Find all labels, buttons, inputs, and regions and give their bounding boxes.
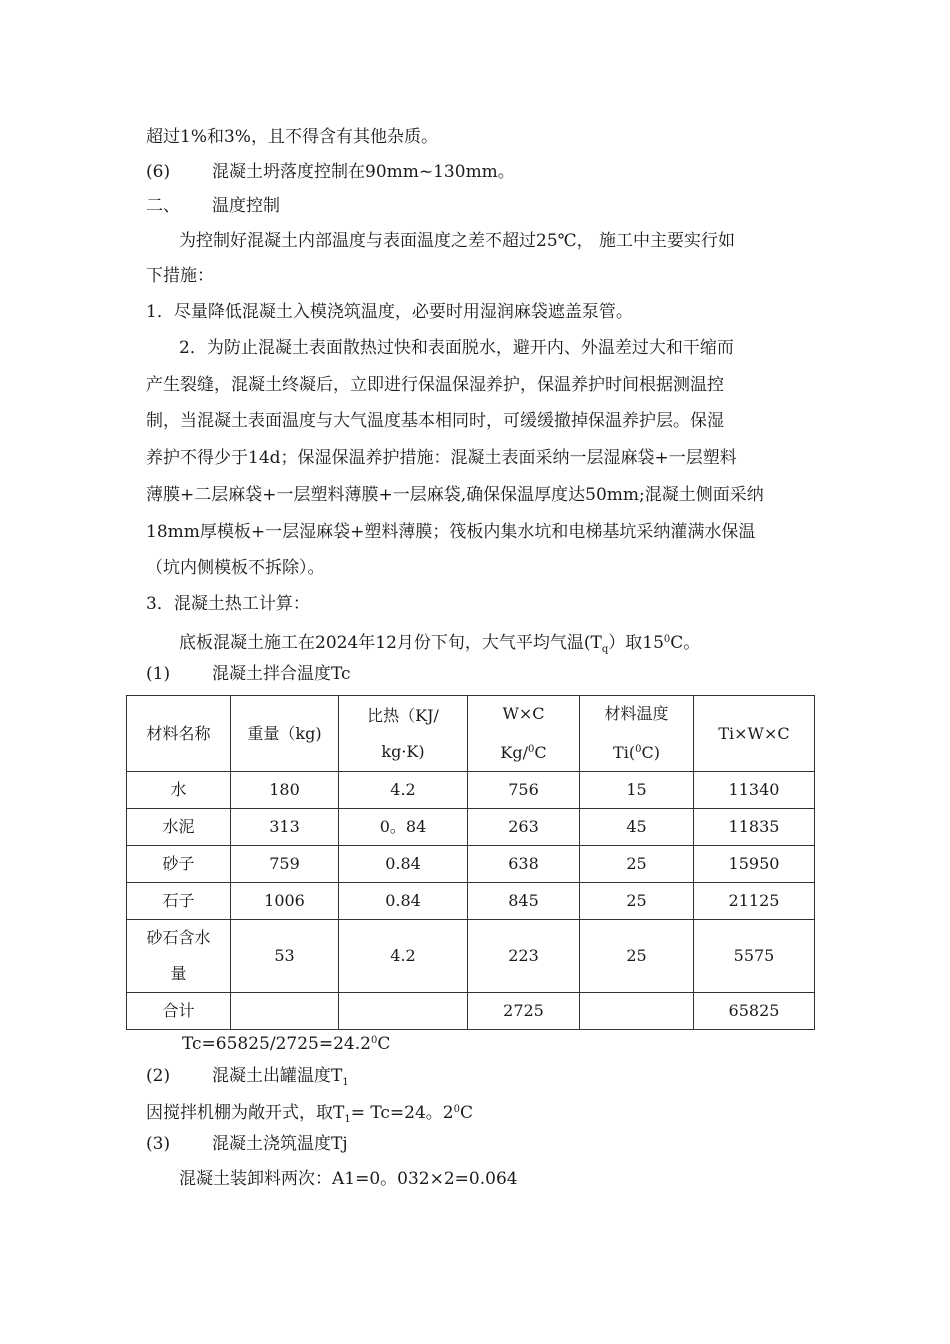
item-number: (6) <box>146 162 171 182</box>
header-line: 比热（KJ/ <box>367 705 439 725</box>
cell-heat: 0.84 <box>339 846 468 883</box>
section-title: 温度控制 <box>212 196 280 216</box>
header-line: W×C <box>502 704 545 723</box>
measure-2-line-2: 产生裂缝，混凝土终凝后，立即进行保温保湿养护，保温养护时间根据测温控 <box>146 375 724 395</box>
cell-weight: 1006 <box>231 883 339 920</box>
superscript: 0 <box>527 744 535 755</box>
cell-name: 砂子 <box>127 846 231 883</box>
measure-2-line-4: 养护不得少于14d；保湿保温养护措施：混凝土表面采纳一层湿麻袋+一层塑料 <box>146 448 737 468</box>
item-text: 混凝土拌合温度Tc <box>212 664 351 684</box>
item-text: 混凝土出罐温度T <box>212 1066 343 1086</box>
materials-table <box>126 695 815 1030</box>
header-line: C) <box>641 743 660 762</box>
text-part: = Tc=24。2 <box>350 1103 454 1123</box>
cell-weight: 180 <box>231 772 339 809</box>
header-product: Ti×W×C <box>694 696 815 772</box>
header-material-name: 材料名称 <box>127 696 231 772</box>
section-number: 二、 <box>146 196 180 216</box>
superscript: 0 <box>453 1104 460 1115</box>
cell-heat: 0.84 <box>339 883 468 920</box>
cell-product: 15950 <box>694 846 815 883</box>
cell-product: 11340 <box>694 772 815 809</box>
cell-heat: 4.2 <box>339 772 468 809</box>
para-line-1: 超过1%和3%，且不得含有其他杂质。 <box>146 127 438 147</box>
cell-name: 水泥 <box>127 809 231 846</box>
cell-product: 5575 <box>694 920 815 993</box>
measure-3-heading: 3．混凝土热工计算： <box>146 594 310 614</box>
subscript: 1 <box>342 1077 349 1088</box>
table-row <box>127 883 815 920</box>
item-number: (3) <box>146 1134 171 1154</box>
loading-formula: 混凝土装卸料两次：A1=0。032×2=0.064 <box>179 1169 518 1189</box>
sub-item-1 <box>146 664 351 684</box>
text-part: 因搅拌机棚为敞开式，取T <box>146 1103 345 1123</box>
cell-product: 11835 <box>694 809 815 846</box>
text-part: C <box>377 1034 391 1054</box>
superscript: 0 <box>635 744 642 755</box>
cell-line: 砂石含水 <box>146 928 211 947</box>
header-line: kg·K) <box>381 741 425 761</box>
cell-temp: 25 <box>580 920 694 993</box>
text-part: C。 <box>670 633 701 653</box>
header-specific-heat <box>339 696 468 772</box>
measure-2-line-6: 18mm厚模板+一层湿麻袋+塑料薄膜；筏板内集水坑和电梯基坑采纳灌满水保温 <box>146 522 756 542</box>
cell-weight: 313 <box>231 809 339 846</box>
text-part: 底板混凝土施工在2024年12月份下旬，大气平均气温(T <box>179 633 602 653</box>
cell-temp <box>580 993 694 1030</box>
cell-heat: 0。84 <box>339 809 468 846</box>
cell-name: 石子 <box>127 883 231 920</box>
cell-product: 21125 <box>694 883 815 920</box>
cell-wc: 2725 <box>468 993 580 1030</box>
para-line-4: 为控制好混凝土内部温度与表面温度之差不超过25℃， 施工中主要实行如 <box>179 231 736 251</box>
table-header-row <box>127 696 815 772</box>
ambient-temperature-line <box>179 630 700 660</box>
superscript: 0 <box>663 634 671 645</box>
para-line-5: 下措施： <box>146 266 214 286</box>
table-row <box>127 772 815 809</box>
cell-wc: 638 <box>468 846 580 883</box>
cell-wc: 845 <box>468 883 580 920</box>
sub-item-3 <box>146 1134 348 1154</box>
item-number: (2) <box>146 1066 171 1086</box>
cell-heat: 4.2 <box>339 920 468 993</box>
text-part: C <box>459 1103 473 1123</box>
item-text: 混凝土浇筑温度Tj <box>212 1134 348 1154</box>
cell-name: 合计 <box>127 993 231 1030</box>
cell-wc: 223 <box>468 920 580 993</box>
measure-1: 1．尽量降低混凝土入模浇筑温度，必要时用湿润麻袋遮盖泵管。 <box>146 302 633 322</box>
cell-wc: 263 <box>468 809 580 846</box>
cell-weight: 759 <box>231 846 339 883</box>
text-part: Tc=65825/2725=24.2 <box>182 1034 371 1054</box>
measure-2-line-5: 薄膜+二层麻袋+一层塑料薄膜+一层麻袋,确保保温厚度达50mm;混凝土侧面采纳 <box>146 485 764 505</box>
header-line: Ti( <box>613 743 636 762</box>
header-line: C <box>534 743 547 762</box>
tc-formula <box>182 1031 390 1054</box>
cell-weight: 53 <box>231 920 339 993</box>
superscript: 0 <box>370 1035 378 1046</box>
cell-name <box>127 920 231 993</box>
cell-product: 65825 <box>694 993 815 1030</box>
cell-temp: 25 <box>580 846 694 883</box>
table-row <box>127 809 815 846</box>
item-text: 混凝土坍落度控制在90mm~130mm。 <box>212 162 515 182</box>
section-heading <box>146 196 280 216</box>
item-6 <box>146 162 515 182</box>
header-weight: 重量（kg) <box>231 696 339 772</box>
header-line: Kg/ <box>500 743 528 762</box>
measure-2-line-7: （坑内侧模板不拆除）。 <box>146 558 325 578</box>
table-total-row <box>127 993 815 1030</box>
t1-line <box>146 1100 473 1130</box>
cell-heat <box>339 993 468 1030</box>
header-material-temp <box>580 696 694 772</box>
text-part: ）取15 <box>608 633 664 653</box>
table-row <box>127 920 815 993</box>
cell-weight <box>231 993 339 1030</box>
subscript: 1 <box>344 1114 351 1125</box>
header-line: 材料温度 <box>604 704 669 723</box>
cell-wc: 756 <box>468 772 580 809</box>
subscript: q <box>601 644 609 655</box>
measure-2-line-3: 制，当混凝土表面温度与大气温度基本相同时，可缓缓撤掉保温养护层。保湿 <box>146 411 724 431</box>
cell-temp: 15 <box>580 772 694 809</box>
cell-name: 水 <box>127 772 231 809</box>
cell-temp: 25 <box>580 883 694 920</box>
table-row <box>127 846 815 883</box>
sub-item-2 <box>146 1066 349 1093</box>
item-number: (1) <box>146 664 171 684</box>
measure-2-line-1: 2．为防止混凝土表面散热过快和表面脱水，避开内、外温差过大和干缩而 <box>179 338 734 358</box>
header-wc <box>468 696 580 772</box>
cell-temp: 45 <box>580 809 694 846</box>
cell-line: 量 <box>170 964 187 983</box>
